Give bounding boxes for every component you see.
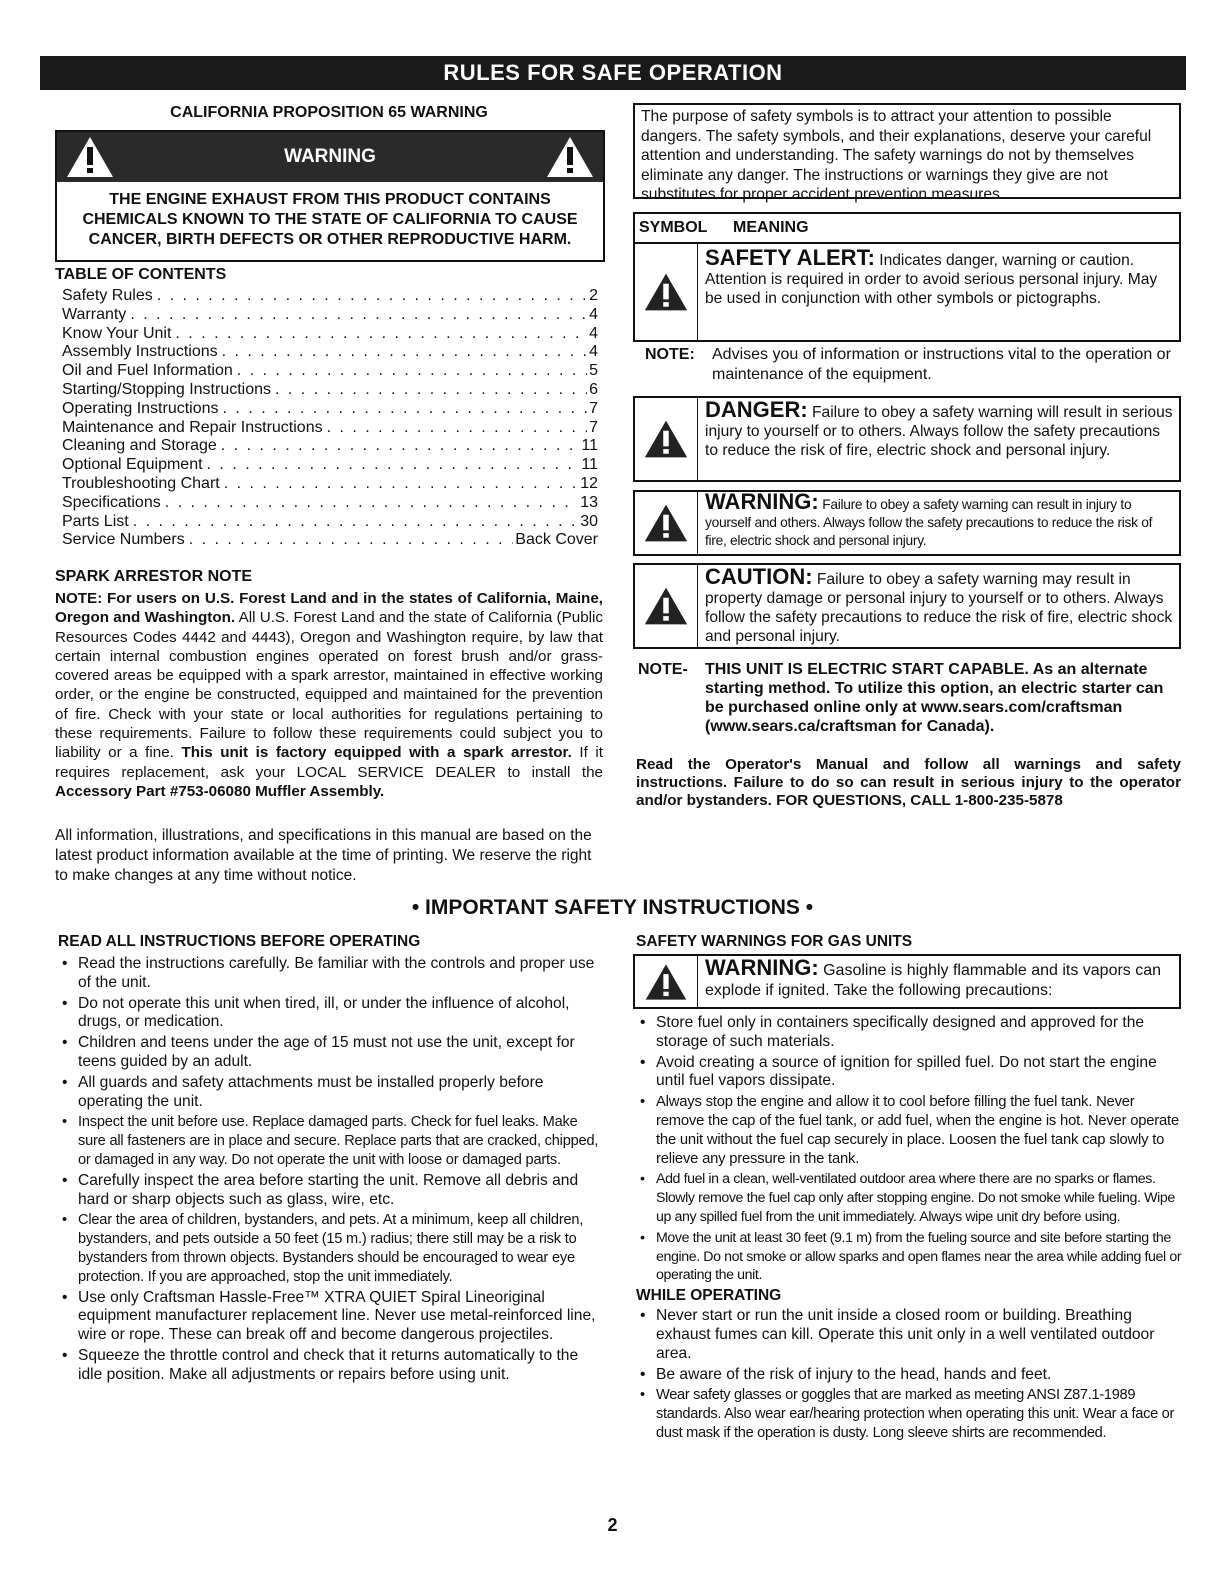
read-all-title: READ ALL INSTRUCTIONS BEFORE OPERATING <box>58 933 421 950</box>
info-disclaimer: All information, illustrations, and specifications in this manual are based on the latest product information available at the time of printing. We reserve the right to make changes at any time without notice. <box>55 827 592 884</box>
toc-item: Oil and Fuel Information . . . 5 <box>62 362 598 381</box>
list-item: • Be aware of the risk of injury to the head, hands and feet. <box>636 1366 1184 1385</box>
list-item: • Children and teens under the age of 15 must not use the unit, except for teens guided by an adult. <box>58 1034 606 1072</box>
toc-item: Warranty . . . 4 <box>62 306 598 325</box>
read-operators-manual: Read the Operator's Manual and follow all warnings and safety instructions. Failure to do so can result in serious injury to the operator and/or bystanders. FOR QUESTIONS, CALL 1-800-235-5878 <box>636 756 1181 809</box>
warning-bar: WARNING <box>57 132 603 182</box>
gas-units-title: SAFETY WARNINGS FOR GAS UNITS <box>636 933 913 950</box>
warning-box: WARNING: Failure to obey a safety warning can result in injury to yourself and others. Always follow the safety precautions to reduce the risk of fire, electric shock and personal injury. <box>633 490 1181 556</box>
table-of-contents <box>62 287 598 550</box>
safety-alert-icon <box>643 271 689 313</box>
read-all-section <box>58 933 606 1387</box>
toc-item: Parts List . . . 30 <box>62 513 598 532</box>
list-item: • Move the unit at least 30 feet (9.1 m) from the fueling source and site before starting the engine. Do not smoke or allow sparks and open flames near the area while adding fuel or operating the unit. <box>636 1229 1184 1285</box>
spark-arrestor-title: SPARK ARRESTOR NOTE <box>55 568 253 585</box>
warning-triangle-icon <box>545 135 595 179</box>
safety-symbols-intro: The purpose of safety symbols is to attract your attention to possible dangers. The safety symbols, and their explanations, deserve your careful attention and understanding. The safety warnings do not by themselves eliminate any danger. The instructions or warnings they give are not substitutes for proper accident prevention measures. <box>633 103 1181 199</box>
important-safety-heading: • IMPORTANT SAFETY INSTRUCTIONS • <box>411 896 814 919</box>
list-item: • Read the instructions carefully. Be familiar with the controls and proper use of the unit. <box>58 955 606 993</box>
page-number: 2 <box>607 1515 618 1535</box>
toc-item: Know Your Unit . . . 4 <box>62 325 598 344</box>
list-item: • Wear safety glasses or goggles that are marked as meeting ANSI Z87.1-1989 standards. Also wear ear/hearing protection when operating this unit. Wear a face or dust mask if the operation is dusty. Long sleeve shirts are recommended. <box>636 1386 1184 1442</box>
list-item: • All guards and safety attachments must be installed properly before operating the unit. <box>58 1074 606 1112</box>
while-operating-title: WHILE OPERATING <box>636 1287 782 1305</box>
toc-item: Safety Rules . . . 2 <box>62 287 598 306</box>
danger-box: DANGER: Failure to obey a safety warning will result in serious injury to yourself or to others. Always follow the safety precautions to reduce the risk of fire, electric shock and personal injury. <box>633 396 1181 482</box>
symbol-table <box>633 212 1181 342</box>
list-item: • Carefully inspect the area before starting the unit. Remove all debris and hard or sharp objects such as glass, wire, etc. <box>58 1172 606 1210</box>
gas-units-list <box>636 1014 1184 1285</box>
toc-title: TABLE OF CONTENTS <box>55 266 227 283</box>
symbol-table-header: SYMBOL MEANING <box>635 214 1179 244</box>
toc-item: Assembly Instructions . . . 4 <box>62 343 598 362</box>
toc-item: Optional Equipment . . . 11 <box>62 456 598 475</box>
toc-item: Cleaning and Storage . . . 11 <box>62 437 598 456</box>
list-item: • Never start or run the unit inside a closed room or building. Breathing exhaust fumes can kill. Operate this unit only in a well ventilated outdoor area. <box>636 1307 1184 1363</box>
caution-icon <box>643 585 689 627</box>
spark-arrestor-body: NOTE: For users on U.S. Forest Land and in the states of California, Maine, Oregon and Washington. All U.S. Forest Land and the state of California (Public Resources Codes 4442 and 4443), Oregon and Washington require, by law that certain internal combustion engines operated on forest brush and/or grass-covered areas be equipped with a spark arrestor, maintained in effective working order, or the engine be constructed, equipped and maintained for the prevention of fire. Check with your state or local authorities for regulations pertaining to these requirements. Failure to follow these requirements could subject you to liability or a fine. This unit is factory equipped with a spark arrestor. If it requires replacement, ask your LOCAL SERVICE DEALER to install the Accessory Part #753-06080 Muffler Assembly. <box>55 590 603 800</box>
list-item: • Add fuel in a clean, well-ventilated outdoor area where there are no sparks or flames. Slowly remove the fuel cap only after stopping engine. Do not smoke while fueling. Wipe up any spilled fuel from the unit immediately. Always wipe unit dry before using. <box>636 1170 1184 1226</box>
list-item: • Inspect the unit before use. Replace damaged parts. Check for fuel leaks. Make sure all fasteners are in place and secure. Replace parts that are cracked, chipped, or damaged in any way. Do not operate the unit with loose or damaged parts. <box>58 1113 606 1169</box>
warning-icon <box>643 502 689 544</box>
list-item: • Squeeze the throttle control and check that it returns automatically to the idle position. Make all adjustments or repairs before using unit. <box>58 1347 606 1385</box>
toc-item: Starting/Stopping Instructions . . . 6 <box>62 381 598 400</box>
gas-warning-box: WARNING: Gasoline is highly flammable and its vapors can explode if ignited. Take the following precautions: <box>633 954 1181 1009</box>
toc-item: Operating Instructions . . . 7 <box>62 400 598 419</box>
toc-item: Maintenance and Repair Instructions . . . 7 <box>62 419 598 438</box>
list-item: • Use only Craftsman Hassle-Free™ XTRA QUIET Spiral Lineoriginal equipment manufacturer replacement line. Never use metal-reinforced line, wire or rope. These can break off and become dangerous projectiles. <box>58 1289 606 1345</box>
ca-warning-text: THE ENGINE EXHAUST FROM THIS PRODUCT CONTAINS CHEMICALS KNOWN TO THE STATE OF CALIFORNIA TO CAUSE CANCER, BIRTH DEFECTS OR OTHER REPRODUCTIVE HARM. <box>82 191 578 248</box>
note-advises: NOTE: Advises you of information or instructions vital to the operation or maintenance of the equipment. <box>645 346 1171 383</box>
read-all-list <box>58 955 606 1385</box>
warning-triangle-icon <box>65 135 115 179</box>
toc-item: Specifications . . . 13 <box>62 494 598 513</box>
list-item: • Always stop the engine and allow it to cool before filling the fuel tank. Never remove the cap of the fuel tank, or add fuel, when the engine is hot. Never operate the unit without the fuel cap securely in place. Loosen the fuel tank cap slowly to relieve any pressure in the tank. <box>636 1093 1184 1168</box>
list-item: • Avoid creating a source of ignition for spilled fuel. Do not start the engine until fuel vapors dissipate. <box>636 1054 1184 1092</box>
note-electric-start: NOTE- THIS UNIT IS ELECTRIC START CAPABLE. As an alternate starting method. To utilize this option, an electric starter can be purchased online only at www.sears.com/craftsman (www.sears.ca/craftsman for Canada). <box>638 661 1164 735</box>
section-banner: RULES FOR SAFE OPERATION <box>40 56 1186 90</box>
ca-prop65-title: CALIFORNIA PROPOSITION 65 WARNING <box>170 104 488 121</box>
safety-alert-row: SAFETY ALERT: Indicates danger, warning or caution. Attention is required in order to avoid serious personal injury. May be used in conjunction with other symbols or pictographs. <box>635 244 1179 340</box>
list-item: • Clear the area of children, bystanders, and pets. At a minimum, keep all children, bystanders, and pets outside a 50 feet (15 m.) radius; there still may be a risk to bystanders from thrown objects. Bystanders should be encouraged to wear eye protection. If you are approached, stop the unit immediately. <box>58 1211 606 1286</box>
gas-units-section <box>636 1014 1184 1445</box>
danger-icon <box>643 418 689 460</box>
list-item: • Do not operate this unit when tired, ill, or under the influence of alcohol, drugs, or medication. <box>58 995 606 1033</box>
gas-warning-icon <box>644 962 688 1002</box>
toc-item: Service Numbers . . . Back Cover <box>62 531 598 550</box>
ca-warning-box <box>55 130 605 262</box>
while-operating-list <box>636 1307 1184 1443</box>
toc-item: Troubleshooting Chart . . . 12 <box>62 475 598 494</box>
list-item: • Store fuel only in containers specifically designed and approved for the storage of such materials. <box>636 1014 1184 1052</box>
caution-box: CAUTION: Failure to obey a safety warning may result in property damage or personal injury to yourself or to others. Always follow the safety precautions to reduce the risk of fire, electric shock and personal injury. <box>633 563 1181 649</box>
